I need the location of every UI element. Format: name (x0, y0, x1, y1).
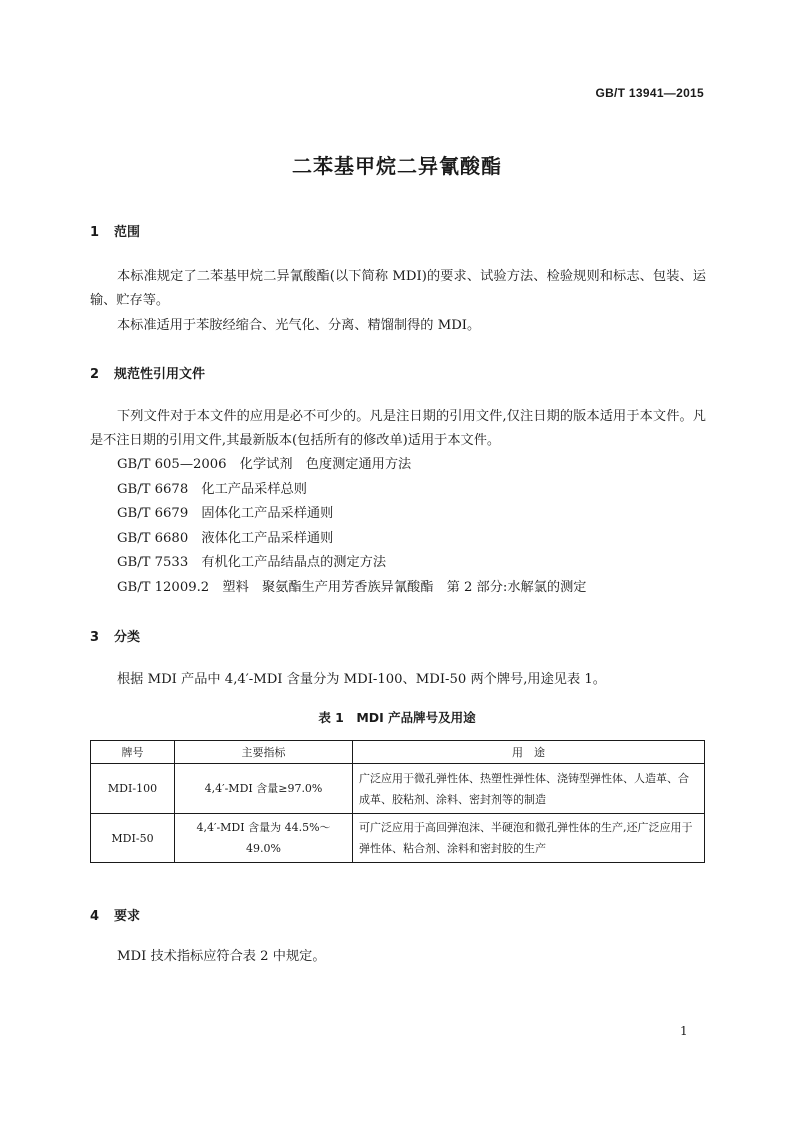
document-title: 二苯基甲烷二异氰酸酯 (292, 154, 502, 178)
section-title: 要求 (114, 909, 141, 924)
indicator-cell: 4,4′-MDI 含量≥97.0% (175, 764, 353, 814)
column-header: 用 途 (353, 741, 705, 764)
table-row (91, 814, 705, 863)
section-1-paragraph: 本标准规定了二苯基甲烷二异氰酸酯(以下简称 MDI)的要求、试验方法、检验规则和标志、包装、运输、贮存等。 (90, 269, 706, 308)
section-3-heading (90, 626, 140, 645)
section-1-paragraph: 本标准适用于苯胺经缩合、光气化、分离、精馏制得的 MDI。 (117, 318, 481, 333)
usage-cell: 广泛应用于微孔弹性体、热塑性弹性体、浇铸型弹性体、人造革、合成革、胶粘剂、涂料、密封剂等的制造 (353, 764, 705, 814)
section-3-paragraph: 根据 MDI 产品中 4,4′-MDI 含量分为 MDI-100、MDI-50 两个牌号,用途见表 1。 (117, 672, 606, 687)
section-title: 规范性引用文件 (114, 367, 206, 382)
section-2-heading (90, 363, 205, 382)
reference-item: GB/T 12009.2 塑料 聚氨酯生产用芳香族异氰酸酯 第 2 部分:水解氯的测定 (117, 580, 587, 595)
section-number: 4 (90, 909, 100, 924)
section-1-heading (90, 221, 140, 240)
grade-cell: MDI-50 (91, 814, 175, 863)
column-header: 牌号 (91, 741, 175, 764)
column-header: 主要指标 (175, 741, 353, 764)
standard-code: GB/T 13941—2015 (595, 86, 704, 100)
reference-item: GB/T 6678 化工产品采样总则 (117, 482, 307, 497)
reference-item: GB/T 6680 液体化工产品采样通则 (117, 531, 334, 546)
reference-item: GB/T 6679 固体化工产品采样通则 (117, 506, 334, 521)
section-number: 1 (90, 225, 100, 240)
reference-item: GB/T 605—2006 化学试剂 色度测定通用方法 (117, 457, 412, 472)
section-number: 3 (90, 630, 100, 645)
table-caption: 表 1 MDI 产品牌号及用途 (318, 710, 476, 725)
indicator-cell: 4,4′-MDI 含量为 44.5%～49.0% (175, 814, 353, 863)
section-title: 范围 (114, 225, 141, 240)
table-row (91, 764, 705, 814)
page-number: 1 (680, 1024, 688, 1038)
table-header-row (91, 741, 705, 764)
section-2-intro: 下列文件对于本文件的应用是必不可少的。凡是注日期的引用文件,仅注日期的版本适用于本文件。凡是不注日期的引用文件,其最新版本(包括所有的修改单)适用于本文件。 (90, 409, 706, 448)
section-number: 2 (90, 367, 100, 382)
reference-item: GB/T 7533 有机化工产品结晶点的测定方法 (117, 555, 387, 570)
section-4-heading (90, 905, 140, 924)
section-4-paragraph: MDI 技术指标应符合表 2 中规定。 (117, 949, 326, 964)
grade-usage-table (90, 740, 705, 863)
section-title: 分类 (114, 630, 141, 645)
grade-cell: MDI-100 (91, 764, 175, 814)
usage-cell: 可广泛应用于高回弹泡沫、半硬泡和微孔弹性体的生产,还广泛应用于弹性体、粘合剂、涂料和密封胶的生产 (353, 814, 705, 863)
